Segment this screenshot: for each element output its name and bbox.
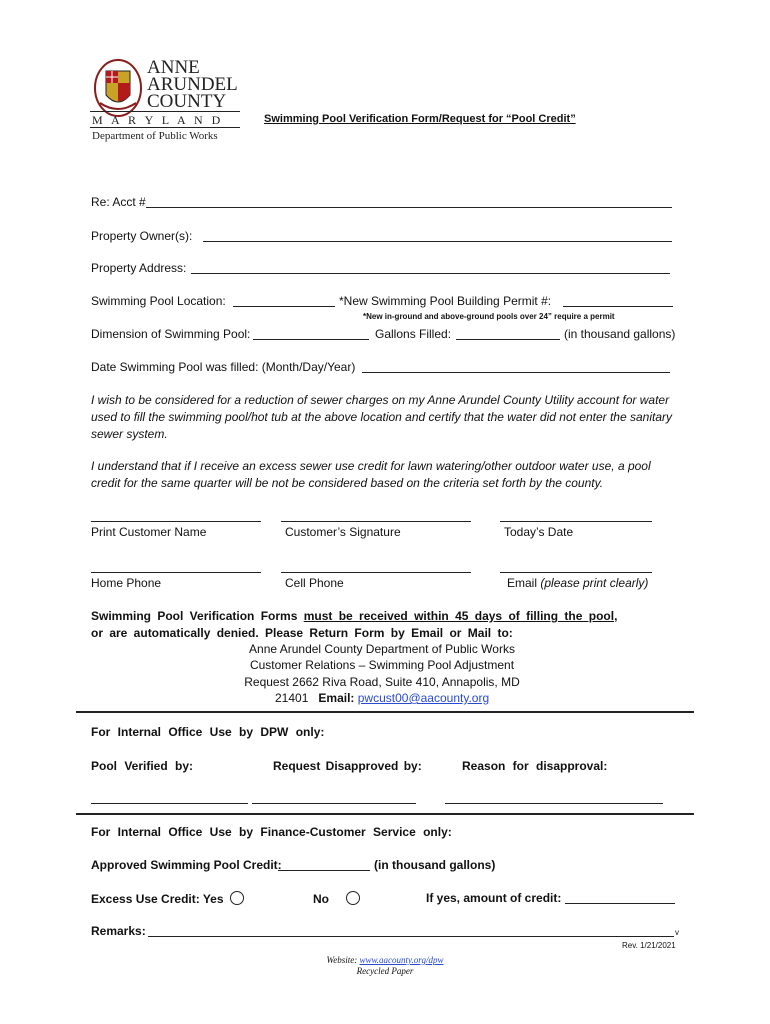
home-phone-field[interactable]: [91, 572, 261, 573]
form-title: Swimming Pool Verification Form/Request for “Pool Credit”: [264, 113, 576, 125]
address-label: Property Address:: [91, 261, 187, 275]
notice-addr-2: Customer Relations – Swimming Pool Adjustment: [249, 658, 515, 672]
location-label: Swimming Pool Location:: [91, 294, 226, 308]
dpw-disapproved-field[interactable]: [252, 803, 416, 804]
dpw-disapproved-label: Request Disapproved by:: [273, 759, 422, 773]
dpw-reason-field[interactable]: [445, 803, 663, 804]
notice-addr-1: Anne Arundel County Department of Public Works: [249, 642, 515, 656]
logo-line-1: ANNE: [147, 57, 200, 78]
email-label-note: (please print clearly): [540, 576, 649, 590]
notice-line-1-a: Swimming Pool Verification Forms: [91, 609, 304, 623]
gallons-label: Gallons Filled:: [375, 327, 452, 341]
notice-line-1: [91, 609, 617, 623]
owners-field[interactable]: [203, 241, 672, 242]
home-phone-label: Home Phone: [91, 576, 162, 590]
county-logo: [90, 57, 245, 147]
permit-label: *New Swimming Pool Building Permit #:: [339, 294, 552, 308]
notice-line-2: or are automatically denied. Please Return Form by Email or Mail to:: [91, 626, 513, 640]
excess-credit-label: [91, 891, 244, 906]
notice-addr-3: Request 2662 Riva Road, Suite 410, Annapolis, MD: [244, 675, 520, 689]
credit-amount-label: If yes, amount of credit:: [426, 891, 562, 905]
date-filled-field[interactable]: [362, 372, 670, 373]
dimension-label: Dimension of Swimming Pool:: [91, 327, 251, 341]
email-label: [507, 576, 648, 590]
statement-1: I wish to be considered for a reduction of sewer charges on my Anne Arundel County Utility account for water used to fill the swimming pool/hot tub at the above location and certify that the water did not enter the sanitary sewer system.: [91, 393, 673, 441]
excess-credit-yes-label: Excess Use Credit: Yes: [91, 892, 224, 906]
approved-credit-unit: (in thousand gallons): [374, 858, 496, 872]
logo-rule-bottom: [90, 127, 240, 128]
logo-line-2: ARUNDEL: [147, 74, 238, 95]
no-radio-icon[interactable]: [346, 891, 360, 905]
email-label-text: Email: [507, 576, 538, 590]
revision-date: Rev. 1/21/2021: [622, 941, 676, 950]
footer-website-link[interactable]: www.aacounty.org/dpw: [359, 955, 444, 965]
cell-phone-label: Cell Phone: [285, 576, 344, 590]
statement-2: I understand that if I receive an excess sewer use credit for lawn watering/other outdoor water use, a pool credit for the same quarter will be not be considered based on the criteria set forth by the county.: [91, 459, 651, 490]
county-seal-icon: [92, 57, 144, 119]
excess-credit-no-label: No: [313, 892, 329, 906]
approved-credit-label: Approved Swimming Pool Credit:: [91, 858, 282, 872]
logo-dept: Department of Public Works: [92, 130, 218, 142]
signature-field[interactable]: [281, 521, 471, 522]
address-field[interactable]: [191, 273, 670, 274]
date-field[interactable]: [500, 521, 652, 522]
location-field[interactable]: [233, 306, 335, 307]
acct-label: Re: Acct #: [91, 195, 146, 209]
print-name-label: Print Customer Name: [91, 525, 207, 539]
dpw-heading: For Internal Office Use by DPW only:: [91, 725, 325, 739]
notice-zip: 21401: [275, 691, 309, 705]
section-divider-dpw: [76, 711, 694, 713]
print-name-field[interactable]: [91, 521, 261, 522]
dpw-verified-field[interactable]: [91, 803, 248, 804]
permit-field[interactable]: [563, 306, 673, 307]
notice-line-1-b: must be received within 45 days of filling the pool,: [303, 609, 618, 623]
section-divider-finance: [76, 813, 694, 815]
date-filled-label: Date Swimming Pool was filled: (Month/Day/Year): [91, 360, 356, 374]
excess-credit-no: [313, 891, 360, 906]
footer-website: [235, 955, 535, 966]
remarks-label: Remarks:: [91, 924, 146, 938]
permit-note: *New in-ground and above-ground pools over 24” require a permit: [363, 312, 615, 321]
credit-amount-field[interactable]: [565, 903, 675, 904]
gallons-unit: (in thousand gallons): [564, 327, 676, 341]
footer-website-label: Website:: [326, 955, 358, 965]
gallons-field[interactable]: [456, 339, 560, 340]
logo-rule-top: [90, 111, 240, 112]
notice-email-label: Email: [318, 691, 351, 705]
signature-label: Customer’s Signature: [285, 525, 401, 539]
logo-state: M A R Y L A N D: [92, 113, 224, 127]
remarks-end-mark: v: [675, 928, 679, 937]
remarks-field[interactable]: [148, 936, 674, 937]
dpw-verified-label: Pool Verified by:: [91, 759, 194, 773]
approved-credit-field[interactable]: [278, 870, 370, 871]
dimension-field[interactable]: [253, 339, 369, 340]
acct-field[interactable]: [146, 207, 672, 208]
owners-label: Property Owner(s):: [91, 229, 193, 243]
yes-radio-icon[interactable]: [230, 891, 244, 905]
finance-heading: For Internal Office Use by Finance-Customer Service only:: [91, 825, 452, 839]
cell-phone-field[interactable]: [281, 572, 471, 573]
notice-addr-4: 21401 Email: pwcust00@aacounty.org: [275, 691, 490, 705]
notice-email-link[interactable]: pwcust00@aacounty.org: [357, 691, 490, 705]
email-field[interactable]: [500, 572, 652, 573]
date-label: Today’s Date: [504, 525, 574, 539]
dpw-reason-label: Reason for disapproval:: [462, 759, 608, 773]
logo-line-3: COUNTY: [147, 91, 227, 112]
footer-recycled: Recycled Paper: [356, 966, 414, 976]
